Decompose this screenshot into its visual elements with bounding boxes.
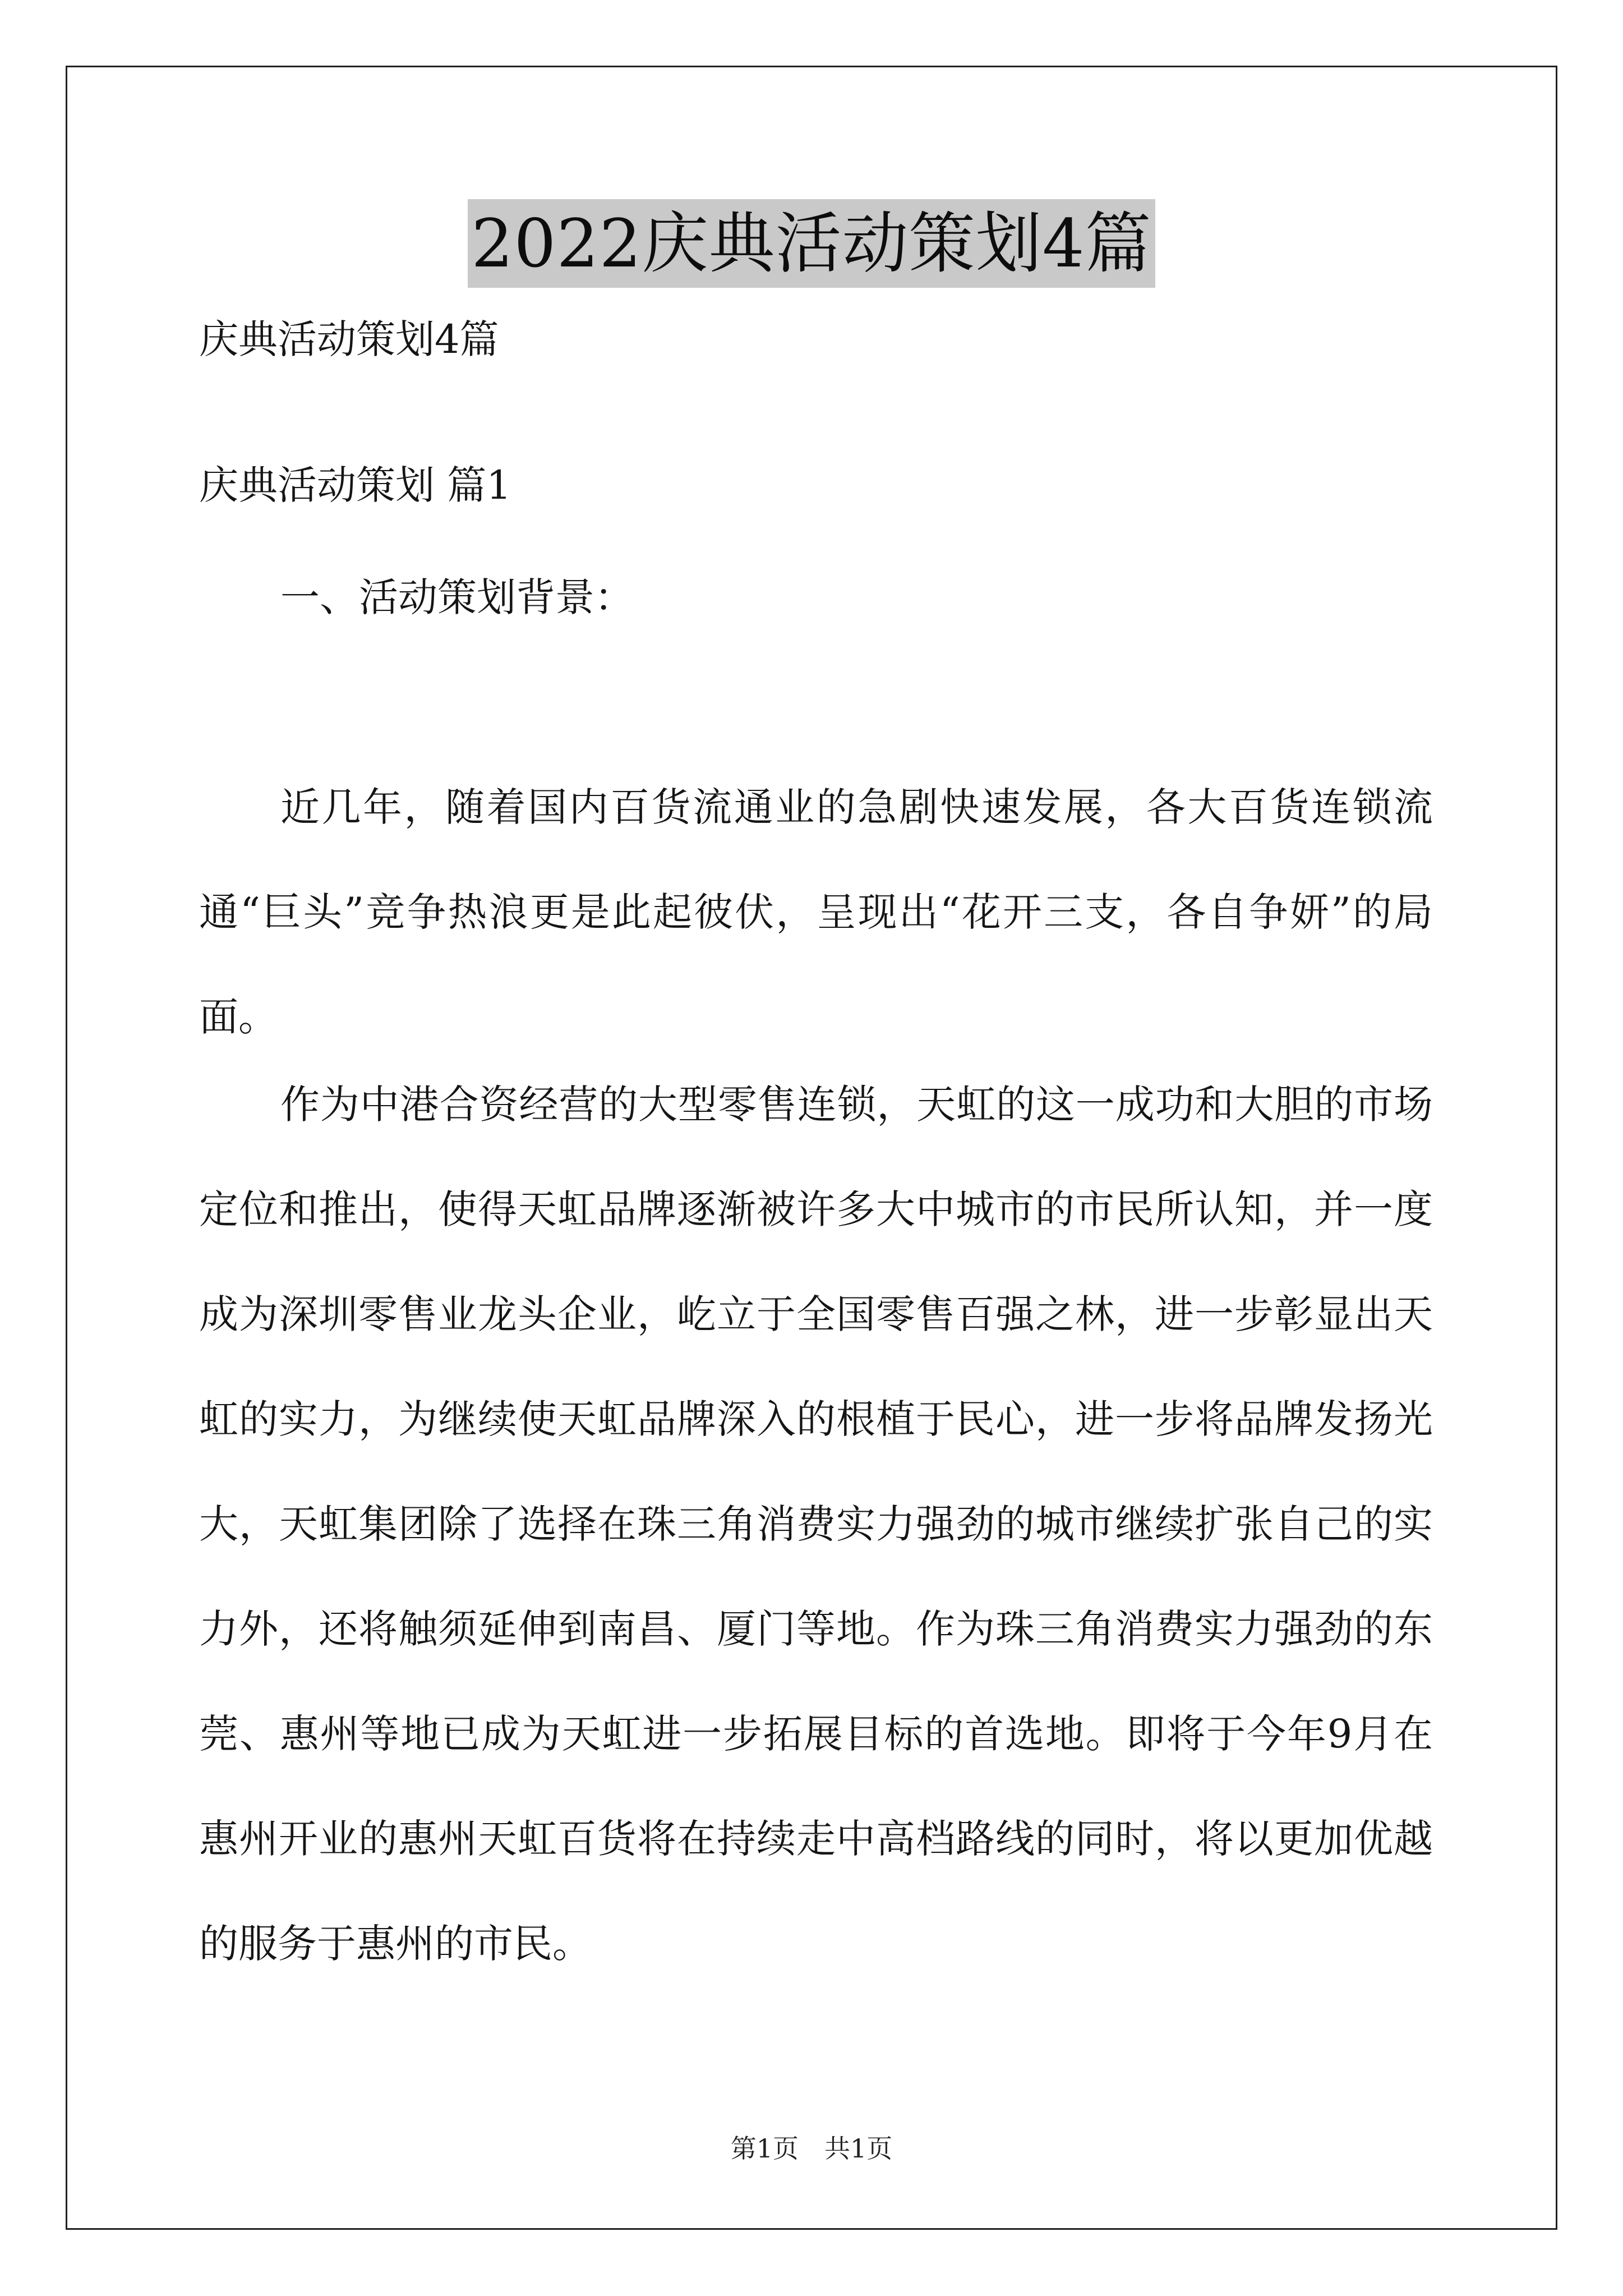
document-title: 2022庆典活动策划4篇 (468, 199, 1155, 288)
heading-document-name: 庆典活动策划4篇 (199, 316, 499, 362)
title-container (0, 199, 1623, 288)
page-number: 第1页 共1页 (730, 2133, 893, 2164)
heading-part-1: 庆典活动策划 篇1 (199, 462, 511, 508)
paragraph-intro: 近几年，随着国内百货流通业的急剧快速发展，各大百货连锁流通“巨头”竞争热浪更是此起彼伏，呈现出“花开三支，各自争妍”的局面。 (199, 784, 1433, 1040)
paragraph-tianhong: 作为中港合资经营的大型零售连锁，天虹的这一成功和大胆的市场定位和推出，使得天虹品牌逐渐被许多大中城市的市民所认知，并一度成为深圳零售业龙头企业，屹立于全国零售百强之林，进一步彰显出天虹的实力，为继续使天虹品牌深入的根植于民心，进一步将品牌发扬光大，天虹集团除了选择在珠三角消费实力强劲的城市继续扩张自己的实力外，还将触须延伸到南昌、厦门等地。作为珠三角消费实力强劲的东莞、惠州等地已成为天虹进一步拓展目标的首选地。即将于今年9月在惠州开业的惠州天虹百货将在持续走中高档路线的同时，将以更加优越的服务于惠州的市民。 (199, 1082, 1433, 1967)
section-heading-background: 一、活动策划背景： (280, 574, 634, 620)
